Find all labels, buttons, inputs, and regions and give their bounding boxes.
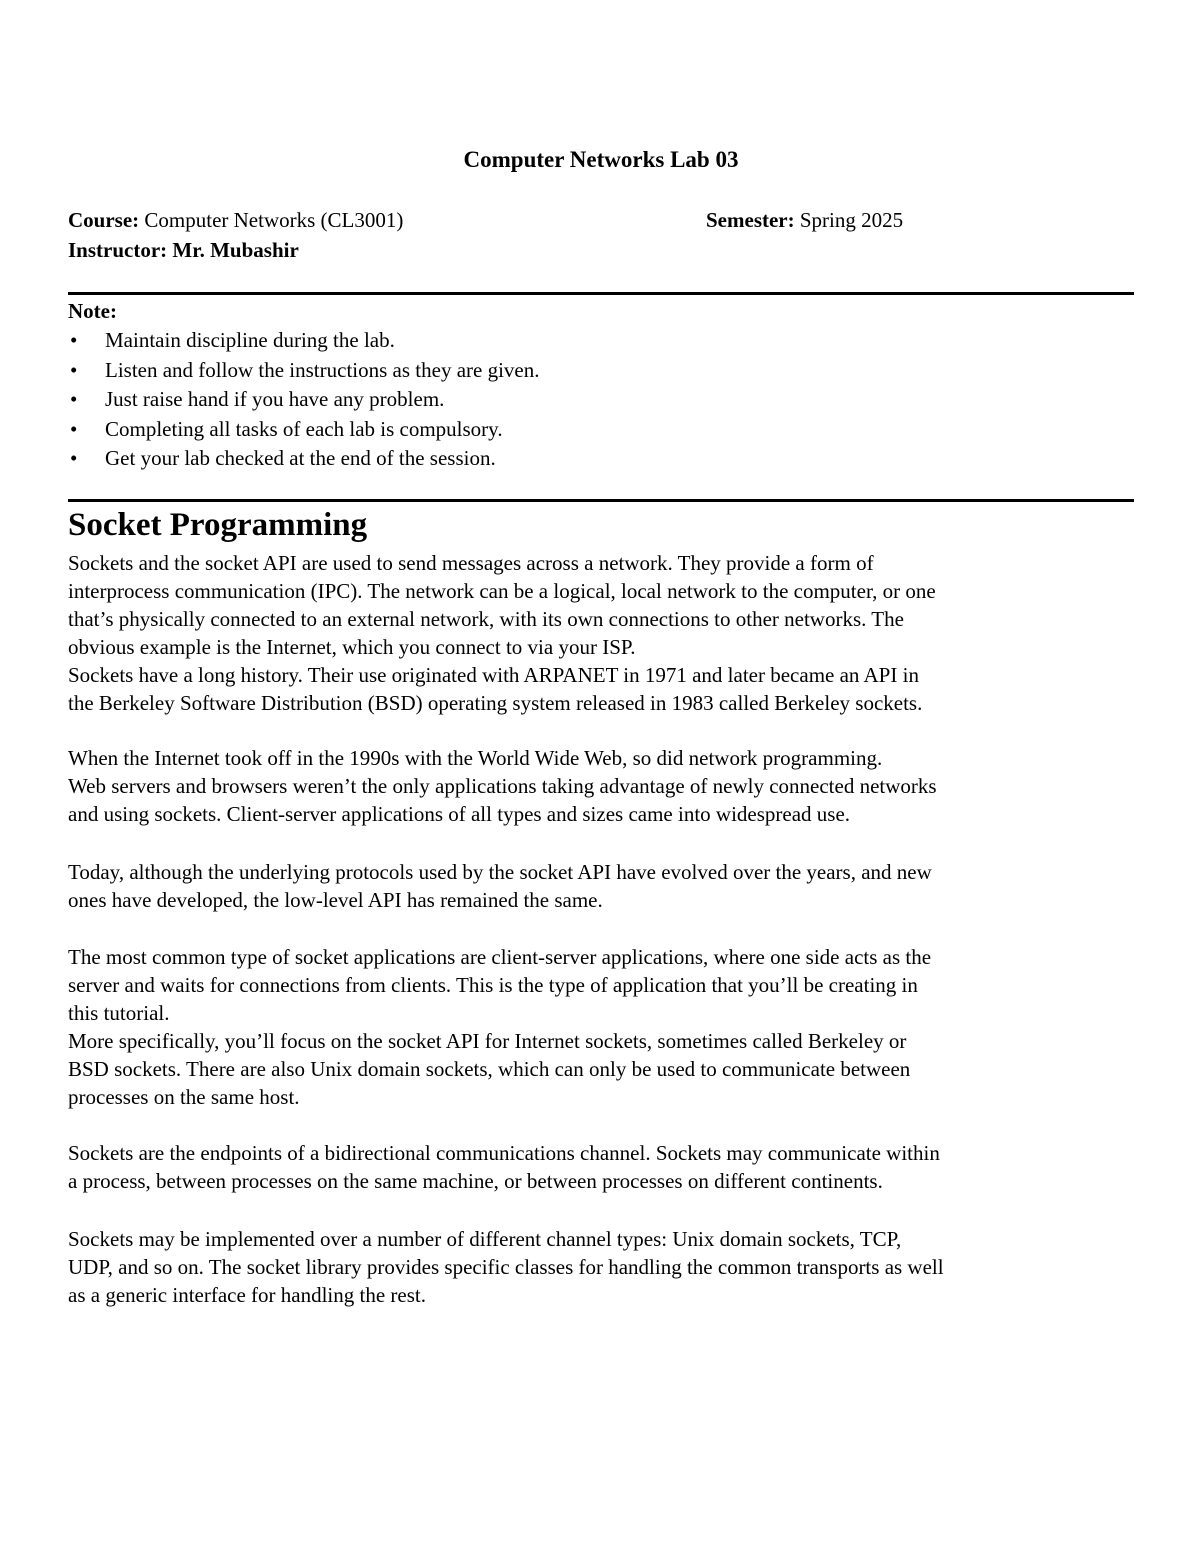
- paragraph: The most common type of socket applications are client-server applications, where one side acts as the server and waits for connections from clients. This is the type of application that you’ll be creating in this tutorial. More specifically, you’ll focus on the socket API for Internet sockets, sometimes called Berkeley or BSD sockets. There are also Unix domain sockets, which can only be used to communicate between processes on the same host.: [68, 945, 932, 1109]
- bullet-icon: •: [70, 416, 78, 441]
- note-label: Note:: [68, 299, 117, 323]
- paragraph: Sockets are the endpoints of a bidirectional communications channel. Sockets may communicate within a process, between processes on the same machine, or between processes on different continents.: [68, 1141, 940, 1193]
- instructor-info: Instructor: Mr. Mubashir: [68, 238, 299, 262]
- semester-value: Spring 2025: [799, 208, 904, 232]
- semester-label: Semester:: [706, 208, 795, 232]
- top-divider: [68, 292, 1134, 295]
- section-divider: [68, 499, 1134, 502]
- note-item: • Listen and follow the instructions as they are given.: [68, 356, 539, 386]
- note-item: • Completing all tasks of each lab is compulsory.: [68, 415, 539, 445]
- document-title: Computer Networks Lab 03: [463, 147, 739, 172]
- bullet-icon: •: [70, 446, 78, 470]
- course-info: [68, 206, 403, 234]
- paragraph: Today, although the underlying protocols used by the socket API have evolved over the years, and new ones have developed, the low-level API has remained the same.: [68, 860, 932, 912]
- course-label: Course:: [68, 208, 140, 232]
- bullet-icon: •: [70, 328, 78, 352]
- paragraph: When the Internet took off in the 1990s with the World Wide Web, so did network programming. Web servers and browsers weren’t the only applications taking advantage of newly connected networks and using sockets. Client-server applications of all types and sizes came into widespread use.: [68, 746, 937, 826]
- bullet-icon: •: [70, 357, 78, 382]
- semester-info: [706, 206, 903, 234]
- bullet-icon: •: [70, 387, 78, 411]
- note-list: [68, 326, 539, 474]
- paragraph: Sockets may be implemented over a number of different channel types: Unix domain sockets, TCP, UDP, and so on. The socket library provides specific classes for handling the common transports as well as a generic interface for handling the rest.: [68, 1227, 944, 1307]
- note-item: • Get your lab checked at the end of the session.: [68, 444, 539, 474]
- paragraph: Sockets and the socket API are used to send messages across a network. They provide a form of interprocess communication (IPC). The network can be a logical, local network to the computer, or one that’s physically connected to an external network, with its own connections to other networks. The obvious example is the Internet, which you connect to via your ISP. Sockets have a long history. Their use originated with ARPANET in 1971 and later became an API in the Berkeley Software Distribution (BSD) operating system released in 1983 called Berkeley sockets.: [68, 551, 936, 715]
- note-item: • Maintain discipline during the lab.: [68, 326, 539, 356]
- course-value: Computer Networks (CL3001): [144, 208, 404, 232]
- section-heading: Socket Programming: [68, 507, 368, 543]
- note-item: • Just raise hand if you have any problem.: [68, 385, 539, 415]
